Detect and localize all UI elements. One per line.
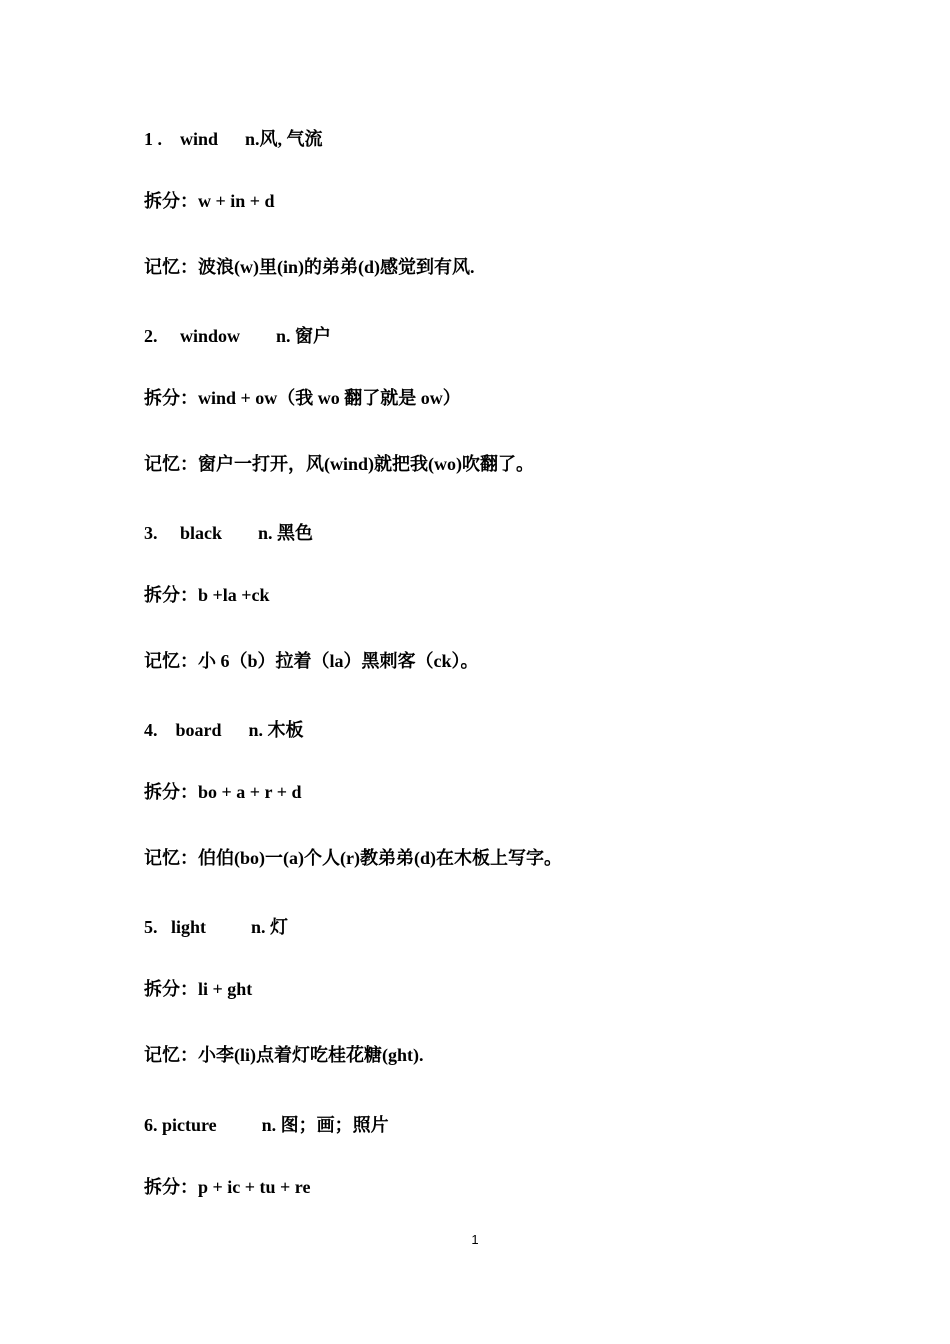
entry-1-split: 拆分：w + in + d	[144, 191, 275, 211]
entry-1-heading: 1 . wind n.风, 气流	[144, 129, 323, 149]
entry-5-split: 拆分：li + ght	[144, 979, 253, 999]
entry-2-heading: 2. window n. 窗户	[144, 326, 332, 346]
entry-4-heading: 4. board n. 木板	[144, 720, 304, 740]
page-number: 1	[471, 1232, 479, 1247]
entry-5-memory: 记忆：小李(li)点着灯吃桂花糖(ght).	[144, 1045, 424, 1065]
entry-6-heading: 6. picture n. 图；画；照片	[144, 1115, 389, 1135]
entry-2-split: 拆分：wind + ow（我 wo 翻了就是 ow）	[144, 388, 461, 408]
entry-3-split: 拆分：b +la +ck	[144, 585, 270, 605]
entry-4-split: 拆分：bo + a + r + d	[144, 782, 302, 802]
entry-3-memory: 记忆：小 6（b）拉着（la）黑刺客（ck）。	[144, 651, 479, 671]
entry-3-heading: 3. black n. 黑色	[144, 523, 314, 543]
entry-4-memory: 记忆：伯伯(bo)一(a)个人(r)教弟弟(d)在木板上写字。	[144, 848, 562, 868]
entry-5-heading: 5. light n. 灯	[144, 917, 289, 937]
entry-6-split: 拆分：p + ic + tu + re	[144, 1177, 311, 1197]
entry-2-memory: 记忆：窗户一打开，风(wind)就把我(wo)吹翻了。	[144, 454, 534, 474]
entry-1-memory: 记忆：波浪(w)里(in)的弟弟(d)感觉到有风.	[144, 257, 475, 277]
